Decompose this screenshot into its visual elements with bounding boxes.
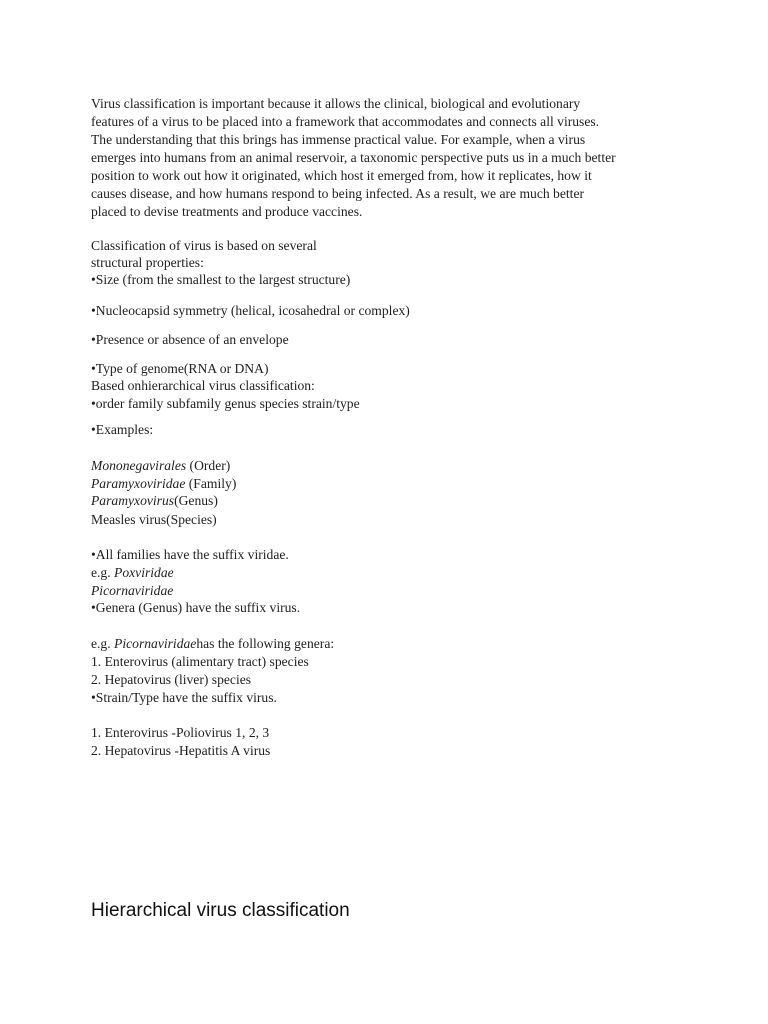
family-example-2-line xyxy=(91,582,173,600)
eg-prefix: e.g. xyxy=(91,565,115,580)
family-example-2: Picornaviridae xyxy=(91,583,174,598)
intro-paragraph xyxy=(91,95,691,221)
intro-line: causes disease, and how humans respond to being infected. As a result, we are much better xyxy=(91,186,584,201)
family-example-line xyxy=(91,564,174,582)
family-name: Paramyxoviridae xyxy=(91,476,186,491)
family-rank: (Family) xyxy=(185,476,237,491)
based-on-line: Based onhierarchical virus classification: xyxy=(91,378,315,393)
bullet-symmetry: •Nucleocapsid symmetry (helical, icosahedral or complex) xyxy=(91,303,410,318)
genera-eg-rest: has the following genera: xyxy=(196,636,335,651)
genera-eg-prefix: e.g. xyxy=(91,636,115,651)
section-heading: Hierarchical virus classification xyxy=(91,900,350,921)
genera-suffix-rule: •Genera (Genus) have the suffix virus. xyxy=(91,600,301,615)
strain-suffix-rule: •Strain/Type have the suffix virus. xyxy=(91,690,277,705)
genus-list-item-1: 1. Enterovirus (alimentary tract) species xyxy=(91,654,309,669)
bullet-ranks: •order family subfamily genus species strain/type xyxy=(91,396,360,411)
strain-list-item-2: 2. Hepatovirus -Hepatitis A virus xyxy=(91,743,271,758)
bullet-size: •Size (from the smallest to the largest structure) xyxy=(91,272,351,287)
genus-rank: (Genus) xyxy=(174,493,218,508)
bullet-envelope: •Presence or absence of an envelope xyxy=(91,332,289,347)
intro-line: emerges into humans from an animal reservoir, a taxonomic perspective puts us in a much better xyxy=(91,150,616,165)
intro-line: features of a virus to be placed into a framework that accommodates and connects all viruses. xyxy=(91,114,600,129)
classification-intro-line-2: structural properties: xyxy=(91,255,204,270)
intro-line: position to work out how it originated, which host it emerged from, how it replicates, how it xyxy=(91,168,592,183)
example-order xyxy=(91,457,230,475)
order-name: Mononegavirales xyxy=(91,458,187,473)
classification-intro-line-1: Classification of virus is based on several xyxy=(91,238,317,253)
genus-name: Paramyxovirus xyxy=(91,493,175,508)
example-family xyxy=(91,475,236,493)
intro-line: Virus classification is important because it allows the clinical, biological and evolutionary xyxy=(91,96,581,111)
example-species: Measles virus(Species) xyxy=(91,512,217,527)
intro-line: placed to devise treatments and produce vaccines. xyxy=(91,204,363,219)
genus-list-item-2: 2. Hepatovirus (liver) species xyxy=(91,672,252,687)
families-suffix-rule: •All families have the suffix viridae. xyxy=(91,547,289,562)
family-example-1: Poxviridae xyxy=(114,565,174,580)
strain-list-item-1: 1. Enterovirus -Poliovirus 1, 2, 3 xyxy=(91,725,270,740)
example-genus xyxy=(91,492,218,510)
bullet-examples: •Examples: xyxy=(91,422,154,437)
genera-eg-family: Picornaviridae xyxy=(114,636,197,651)
genera-example-line xyxy=(91,635,334,653)
order-rank: (Order) xyxy=(186,458,231,473)
bullet-genome: •Type of genome(RNA or DNA) xyxy=(91,361,269,376)
intro-line: The understanding that this brings has immense practical value. For example, when a virus xyxy=(91,132,586,147)
